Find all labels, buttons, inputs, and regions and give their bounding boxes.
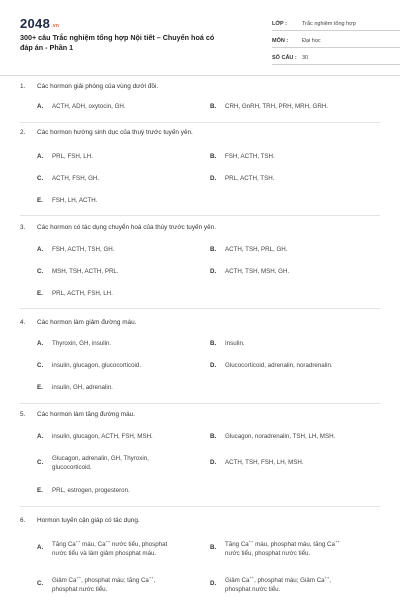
question-number: 3. — [20, 224, 26, 231]
document-header — [20, 0, 380, 72]
question-number: 1. — [20, 83, 26, 90]
answer-option-c[interactable]: C. insulin, glucagon, glucocorticoid. — [37, 362, 142, 369]
answer-option-c[interactable]: C. Glucagon, adrenalin, GH, Thyroxin, glucocorticoid. — [37, 455, 149, 471]
question-number: 5. — [20, 411, 26, 418]
question-6 — [20, 516, 380, 593]
answer-option-a[interactable]: A. PRL, FSH, LH. — [37, 153, 93, 160]
document-meta — [272, 14, 400, 65]
answer-option-d[interactable]: D. Glucocorticoid, adrenalin, noradrenalin. — [210, 362, 333, 369]
question-number: 4. — [20, 319, 26, 326]
answer-option-a[interactable]: A. insulin, glucagon, ACTH, FSH, MSH. — [37, 433, 153, 440]
answer-option-d[interactable]: D. PRL, ACTH, TSH. — [210, 175, 275, 182]
meta-subject: MÔN : Đại học — [272, 31, 400, 48]
question-text: Các hormon giải phóng của vùng dưới đồi. — [37, 83, 159, 90]
question-4 — [20, 318, 380, 391]
answer-option-a[interactable]: A. Tăng Ca++ máu, Ca++ nước tiểu, phosphat nước tiểu và làm giảm phosphat máu. — [37, 539, 168, 557]
question-divider — [20, 215, 380, 216]
answer-option-a[interactable]: A. ACTH, ADH, oxytocin, GH. — [37, 103, 126, 110]
question-number: 2. — [20, 129, 26, 136]
answer-option-e[interactable]: E. insulin, GH, adrenalin. — [37, 384, 113, 391]
meta-class: LỚP : Trắc nghiệm tổng hợp — [272, 14, 400, 31]
question-divider — [20, 506, 380, 507]
question-text: Các hormon làm giảm đường máu. — [37, 319, 137, 326]
meta-count: SỐ CÂU : 30 — [272, 48, 400, 65]
question-5 — [20, 410, 380, 494]
answer-option-b[interactable]: B. FSH, ACTH, TSH. — [210, 153, 275, 160]
answer-option-e[interactable]: E. PRL, ACTH, FSH, LH. — [37, 290, 113, 297]
question-text: Các hormon làm tăng đường máu. — [37, 411, 135, 418]
answer-option-e[interactable]: E. FSH, LH, ACTH. — [37, 197, 98, 204]
question-1 — [20, 82, 380, 122]
answer-option-d[interactable]: D. ACTH, TSH, MSH, GH. — [210, 268, 290, 275]
answer-option-b[interactable]: B. Glucagon, noradrenalin, TSH, LH, MSH. — [210, 433, 336, 440]
answer-option-e[interactable]: E. PRL, estrogen, progesteron. — [37, 487, 130, 494]
header-divider — [0, 75, 400, 76]
question-text: Các hormon hướng sinh dục của thuỳ trước tuyến yên. — [37, 129, 193, 136]
answer-option-c[interactable]: C. Giảm Ca++, phosphat máu; tăng Ca++, phosphat nước tiểu. — [37, 575, 156, 593]
answer-option-b[interactable]: B. Tăng Ca++ máu, phosphat máu, tăng Ca++ nước tiểu, phosphat nước tiểu. — [210, 539, 340, 557]
question-text: Các hormon có tác dụng chuyển hoá của thùy trước tuyến yên. — [37, 224, 216, 231]
answer-option-d[interactable]: D. ACTH, TSH, FSH, LH, MSH. — [210, 459, 304, 466]
document-title: 300+ câu Trắc nghiệm tổng hợp Nội tiết – Chuyển hoá có đáp án - Phần 1 — [20, 33, 215, 52]
site-logo[interactable]: $2048^{.vn}$ — [20, 16, 60, 31]
question-divider — [20, 403, 380, 404]
answer-option-c[interactable]: C. MSH, TSH, ACTH, PRL. — [37, 268, 119, 275]
answer-option-a[interactable]: A. Thyroxin, GH, insulin. — [37, 340, 112, 347]
question-2 — [20, 128, 380, 204]
answer-option-b[interactable]: B. CRH, GnRH, TRH, PRH, MRH, GRH. — [210, 103, 329, 110]
question-divider — [20, 308, 380, 309]
question-divider — [20, 122, 380, 123]
question-3 — [20, 223, 380, 297]
answer-option-a[interactable]: A. FSH, ACTH, TSH, GH. — [37, 246, 115, 253]
answer-option-b[interactable]: B. Insulin. — [210, 340, 245, 347]
answer-option-d[interactable]: D. Giảm Ca++, phosphat máu; Giảm Ca++, phosphat nước tiểu. — [210, 575, 332, 593]
answer-option-c[interactable]: C. ACTH, FSH, GH. — [37, 175, 100, 182]
question-number: 6. — [20, 517, 26, 524]
question-text: Hormon tuyến cận giáp có tác dụng. — [37, 517, 140, 524]
answer-option-b[interactable]: B. ACTH, TSH, PRL, GH. — [210, 246, 288, 253]
